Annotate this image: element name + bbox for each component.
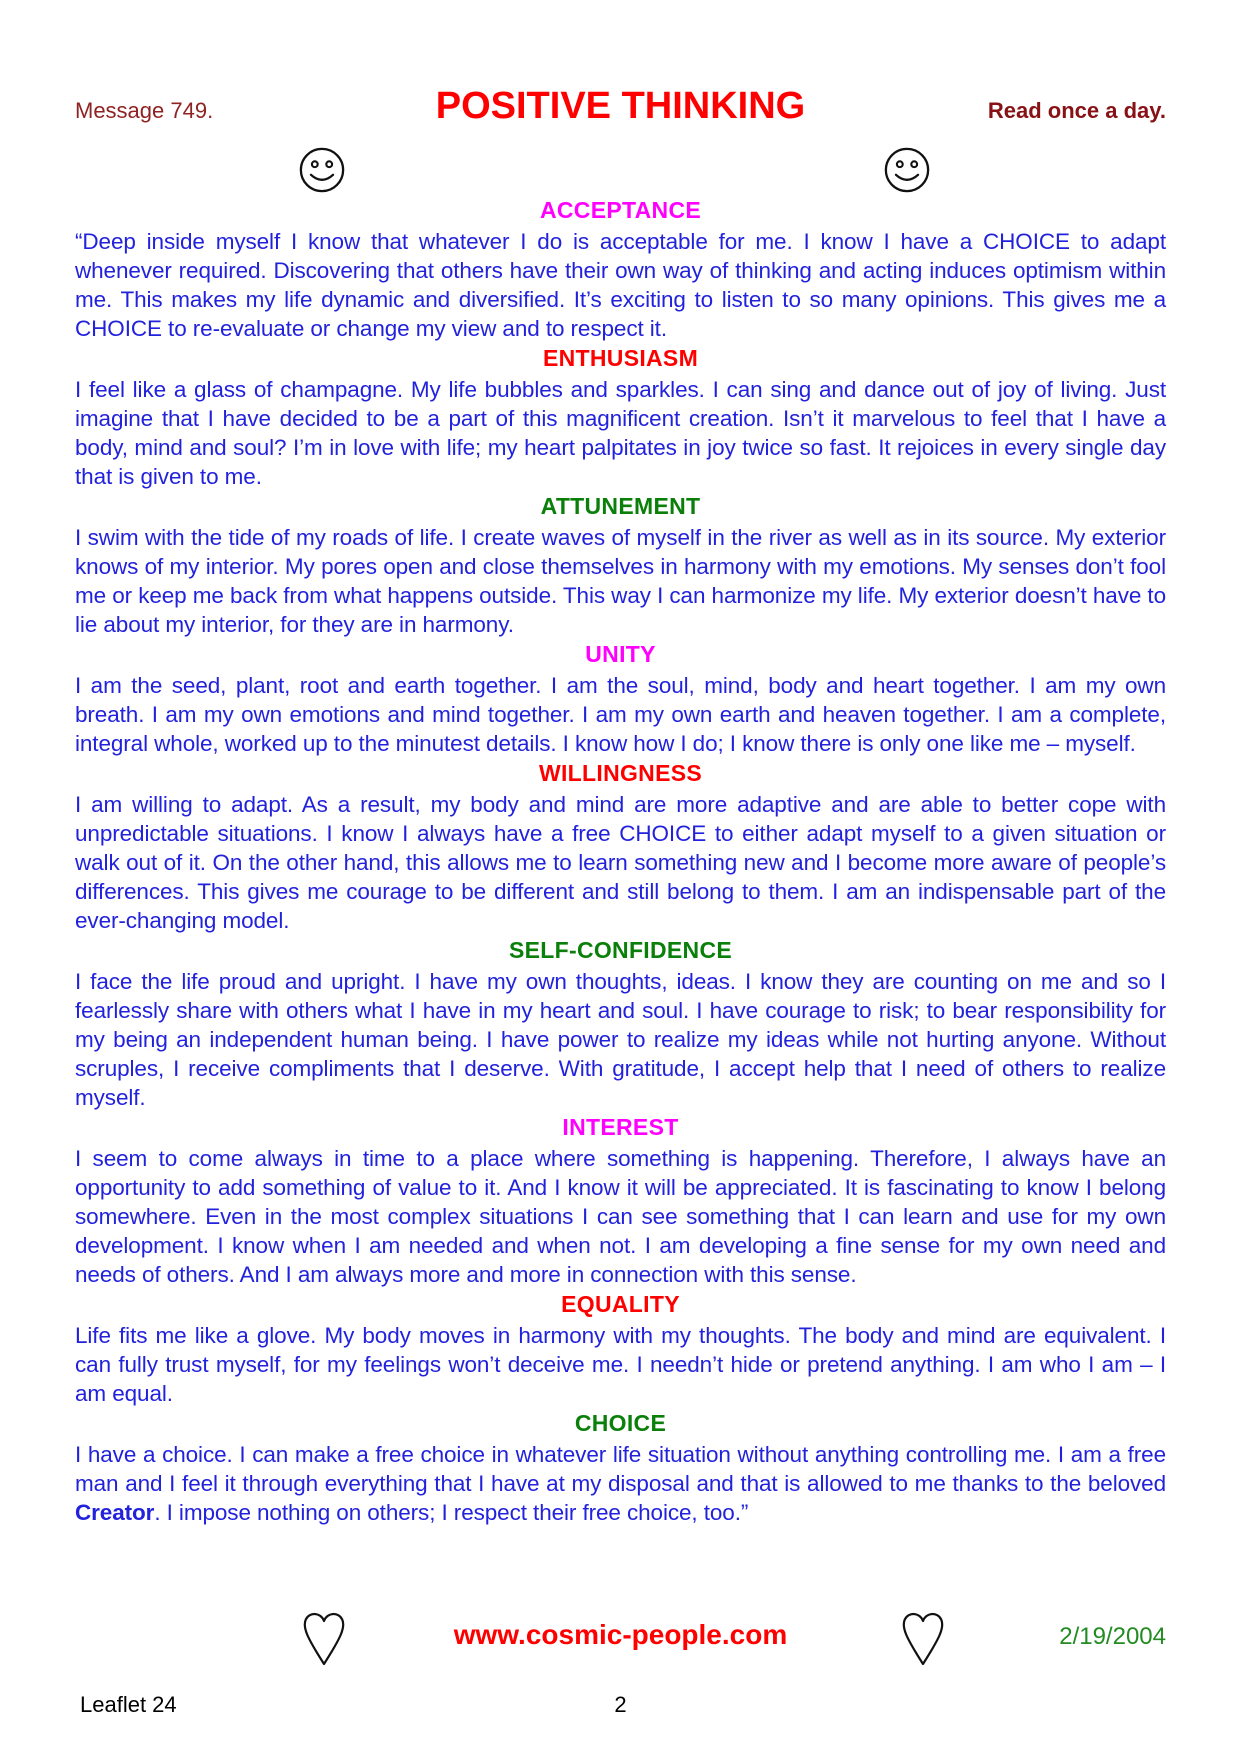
page-footer [75, 1605, 1166, 1735]
section-paragraph-attunement: I swim with the tide of my roads of life. I create waves of myself in the river as well as in its source. My exterior knows of my interior. My pores open and close themselves in harmony with my emotions. My senses don’t fool me or keep me back from what happens outside. This way I can harmonize my life. My exterior doesn’t have to lie about my interior, for they are in harmony. [75, 524, 1166, 637]
smiley-face-icon [298, 146, 346, 194]
section-heading-willingness: WILLINGNESS [538, 760, 703, 786]
footer-date: 2/19/2004 [1059, 1623, 1166, 1650]
section-paragraph-choice [75, 1440, 1166, 1527]
section-paragraph-equality: Life fits me like a glove. My body moves in harmony with my thoughts. The body and mind are equivalent. I can fully trust myself, for my feelings won’t deceive me. I needn’t hide or pretend anything. I am who I am – I am equal. [75, 1322, 1166, 1406]
section-choice [75, 1409, 1166, 1527]
smiley-row [75, 146, 1166, 194]
sections-container [75, 196, 1166, 1527]
section-heading-enthusiasm: ENTHUSIASM [542, 345, 699, 371]
choice-text-after: . I impose nothing on others; I respect their free choice, too.” [154, 1499, 749, 1525]
footer-line-1 [75, 1605, 1166, 1675]
section-paragraph-self-confidence: I face the life proud and upright. I have my own thoughts, ideas. I know they are counting on me and so I fearlessly share with others what I have in my heart and soul. I have courage to risk; to bear responsibility for my being an independent human being. I have power to realize my ideas while not hurting anyone. Without scruples, I receive compliments that I deserve. With gratitude, I accept help that I need of others to realize myself. [75, 968, 1166, 1110]
section-unity [75, 640, 1166, 758]
smiley-face-icon [883, 146, 931, 194]
section-enthusiasm [75, 344, 1166, 491]
section-self-confidence [75, 936, 1166, 1112]
section-paragraph-unity: I am the seed, plant, root and earth together. I am the soul, mind, body and heart together. I am my own breath. I am my own emotions and mind together. I am my own earth and heaven together. I am a complete, integral whole, worked up to the minutest details. I know how I do; I know there is only one like me – myself. [75, 672, 1166, 756]
section-interest [75, 1113, 1166, 1289]
section-acceptance [75, 196, 1166, 343]
section-heading-attunement: ATTUNEMENT [540, 493, 701, 519]
section-attunement [75, 492, 1166, 639]
section-equality [75, 1290, 1166, 1408]
page-title: POSITIVE THINKING [435, 85, 806, 127]
message-number-label: Message 749. [75, 98, 214, 123]
section-heading-unity: UNITY [585, 641, 656, 667]
section-paragraph-willingness: I am willing to adapt. As a result, my body and mind are more adaptive and are able to better cope with unpredictable situations. I know I always have a free CHOICE to either adapt myself to a given situation or walk out of it. On the other hand, this allows me to learn something new and I become more aware of people’s differences. This gives me courage to be different and still belong to them. I am an indispensable part of the ever-changing model. [75, 791, 1166, 933]
section-paragraph-enthusiasm: I feel like a glass of champagne. My life bubbles and sparkles. I can sing and dance out of joy of living. Just imagine that I have decided to be a part of this magnificent creation. Isn’t it marvelous to feel that I have a body, mind and soul? I’m in love with life; my heart palpitates in joy twice so fast. It rejoices in every single day that is given to me. [75, 376, 1166, 489]
heart-outline-icon [899, 1611, 947, 1667]
read-once-label: Read once a day. [987, 98, 1166, 123]
choice-text-creator-bold: Creator [75, 1499, 155, 1525]
section-heading-interest: INTEREST [562, 1114, 679, 1140]
section-paragraph-acceptance: “Deep inside myself I know that whatever I do is acceptable for me. I know I have a CHOICE to adapt whenever required. Discovering that others have their own way of thinking and acting induces optimism within me. This makes my life dynamic and diversified. It’s exciting to listen to so many opinions. This gives me a CHOICE to re-evaluate or change my view and to respect it. [75, 228, 1166, 341]
leaflet-number-label: Leaflet 24 [80, 1692, 177, 1717]
section-heading-self-confidence: SELF-CONFIDENCE [509, 937, 732, 963]
footer-line-2 [75, 1692, 1166, 1720]
page-number: 2 [614, 1692, 627, 1717]
page-header [75, 0, 1166, 128]
section-heading-acceptance: ACCEPTANCE [539, 197, 702, 223]
section-willingness [75, 759, 1166, 935]
section-paragraph-interest: I seem to come always in time to a place where something is happening. Therefore, I always have an opportunity to add something of value to it. And I know it will be appreciated. It is fascinating to know I belong somewhere. Even in the most complex situations I can see something that I can learn and use for my own development. I know when I am needed and when not. I am developing a fine sense for my own need and needs of others. And I am always more and more in connection with this sense. [75, 1145, 1166, 1287]
website-url: www.cosmic-people.com [453, 1619, 788, 1650]
section-heading-choice: CHOICE [574, 1410, 667, 1436]
section-heading-equality: EQUALITY [561, 1291, 680, 1317]
choice-text-before: I have a choice. I can make a free choice in whatever life situation without anything controlling me. I am a free man and I feel it through everything that I have at my disposal and that is allowed to me thanks to the beloved [75, 1441, 1166, 1496]
